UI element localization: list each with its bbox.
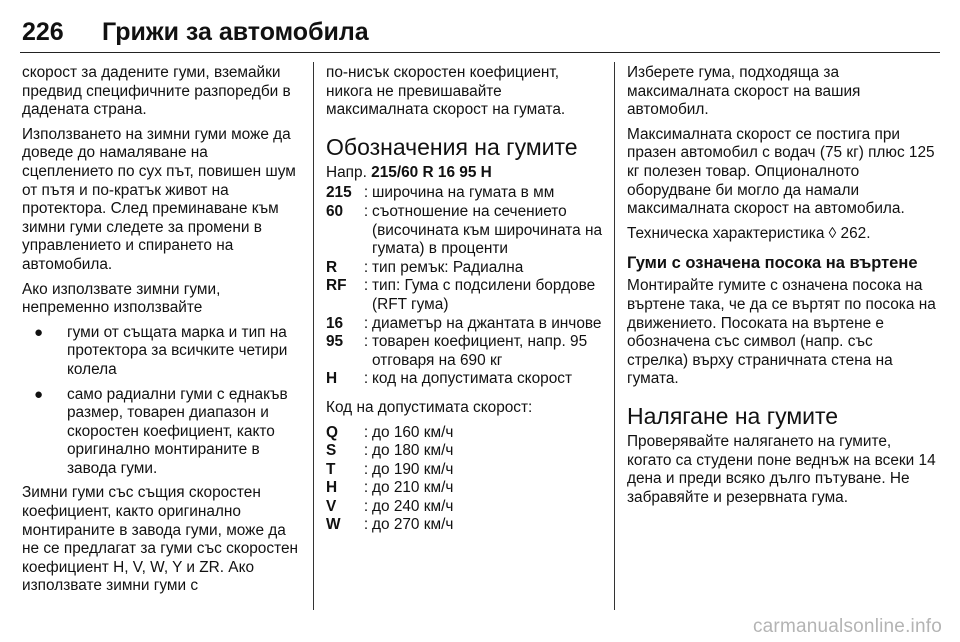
code-definition-list [326, 184, 608, 389]
list-item-text: само радиални гуми с еднакъв размер, товарен диапазон и скоростен коефициент, както оригинално монтираните в завода гуми. [67, 385, 288, 477]
definition-row [326, 259, 608, 278]
definition-text: до 180 км/ч [372, 442, 454, 460]
page-number: 226 [22, 18, 64, 46]
paragraph: Монтирайте гумите с означена посока на въртене така, че да се въртят по посока на движението. Посоката на въртене е обозначена със символ (напр. със стрелка) върху страничната стена на гумата. [627, 277, 936, 388]
definition-key: 215 [326, 184, 352, 202]
definition-text: тип: Гума с подсилени бордове (RFT гума) [372, 277, 596, 313]
paragraph: по-нисък скоростен коефициент, никога не превишавайте максималната скорост на гумата. [326, 64, 566, 119]
definition-row [326, 370, 608, 389]
column-divider-1 [313, 62, 314, 610]
paragraph: Изберете гума, подходяща за максималната скорост на вашия автомобил. [627, 64, 861, 119]
cross-reference[interactable]: Техническа характеристика ◊ 262. [627, 224, 871, 242]
definition-row [326, 203, 608, 259]
definition-key: 60 [326, 202, 344, 220]
page-header [20, 18, 940, 52]
paragraph: Проверявайте налягането на гумите, когато са студени поне веднъж на всеки 14 дена и преди всяко дълго пътуване. Не забравяйте и резервната гума. [627, 432, 936, 506]
definition-text: до 240 км/ч [372, 497, 454, 515]
definition-row [326, 184, 608, 203]
column-1 [22, 64, 300, 602]
definition-separator: : [363, 277, 369, 295]
column-3 [627, 64, 937, 513]
definition-separator: : [363, 442, 369, 460]
definition-separator: : [363, 258, 369, 276]
watermark: carmanualsonline.info [752, 616, 942, 637]
definition-text: диаметър на джантата в инчове [372, 314, 602, 332]
column-divider-2 [614, 62, 615, 610]
definition-key: S [326, 442, 337, 460]
definition-separator: : [363, 516, 369, 534]
definition-row [326, 315, 608, 334]
definition-row [326, 277, 608, 314]
definition-row [326, 498, 608, 517]
definition-text: широчина на гумата в мм [372, 184, 555, 202]
definition-key: Q [326, 423, 338, 441]
paragraph: Зимни гуми със същия скоростен коефициент, както оригинално монтираните в завода гуми, може да не се предлагат за гуми със скоростен коефициент H, V, W, Y и ZR. Ако използвате зимни гуми с [22, 484, 299, 595]
definition-text: тип ремък: Радиална [372, 258, 524, 276]
definition-text: до 160 км/ч [372, 423, 454, 441]
bullet-icon: ● [34, 385, 44, 403]
definition-key: H [326, 479, 338, 497]
definition-separator: : [363, 460, 369, 478]
definition-separator: : [363, 423, 369, 441]
definition-key: RF [326, 277, 347, 295]
definition-row [326, 461, 608, 480]
definition-row [326, 424, 608, 443]
bullet-list [22, 324, 300, 479]
definition-text: до 210 км/ч [372, 479, 454, 497]
definition-key: H [326, 370, 338, 388]
definition-row [326, 479, 608, 498]
definition-separator: : [363, 333, 369, 351]
paragraph: Ако използвате зимни гуми, непременно използвайте [22, 280, 221, 317]
header-divider [20, 52, 940, 53]
definition-row [326, 516, 608, 535]
definition-row [326, 442, 608, 461]
definition-key: V [326, 497, 337, 515]
example-label: Напр. [326, 163, 367, 181]
definition-text: съотношение на сечението (височината към широчината на гумата) в проценти [372, 202, 603, 258]
paragraph: Максималната скорост се постига при празен автомобил с водач (75 кг) плюс 125 кг полезен товар. Опционалното оборудване би могло да намали максималната скорост на автомобила. [627, 125, 935, 218]
section-heading-direction: Гуми с означена посока на въртене [627, 254, 918, 273]
definition-key: W [326, 516, 341, 534]
list-item-text: гуми от същата марка и тип на протектора за всичките четири колела [67, 323, 288, 378]
definition-separator: : [363, 314, 369, 332]
page-title: Грижи за автомобила [102, 18, 369, 46]
definition-text: товарен коефициент, напр. 95 отговаря на 690 кг [372, 333, 588, 369]
example-code: 215/60 R 16 95 H [371, 163, 492, 181]
definition-text: до 190 км/ч [372, 460, 454, 478]
section-heading-pressure: Налягане на гумите [627, 402, 839, 429]
list-item [22, 386, 300, 479]
definition-separator: : [363, 479, 369, 497]
paragraph: скорост за дадените гуми, вземайки предвид специфичните разпоредби в дадената страна. [22, 64, 291, 119]
definition-key: T [326, 460, 336, 478]
definition-separator: : [363, 184, 369, 202]
example-line [326, 164, 608, 183]
definition-key: R [326, 258, 338, 276]
definition-separator: : [363, 370, 369, 388]
speed-code-label: Код на допустимата скорост: [326, 398, 533, 416]
definition-key: 95 [326, 333, 344, 351]
section-heading-tire-markings: Обозначения на гумите [326, 133, 578, 160]
speed-definition-list [326, 424, 608, 536]
definition-text: код на допустимата скорост [372, 370, 572, 388]
definition-separator: : [363, 202, 369, 220]
definition-text: до 270 км/ч [372, 516, 454, 534]
definition-separator: : [363, 497, 369, 515]
definition-row [326, 333, 608, 370]
column-2 [326, 64, 608, 535]
paragraph: Използването на зимни гуми може да доведе до намаляване на сцеплението по сух път, повишен шум от пътя и по-кратък живот на протектора. След преминаване към зимни гуми следете за промени в управлението и спирането на автомобила. [22, 125, 296, 273]
bullet-icon: ● [34, 323, 44, 341]
list-item [22, 324, 300, 380]
definition-key: 16 [326, 314, 344, 332]
